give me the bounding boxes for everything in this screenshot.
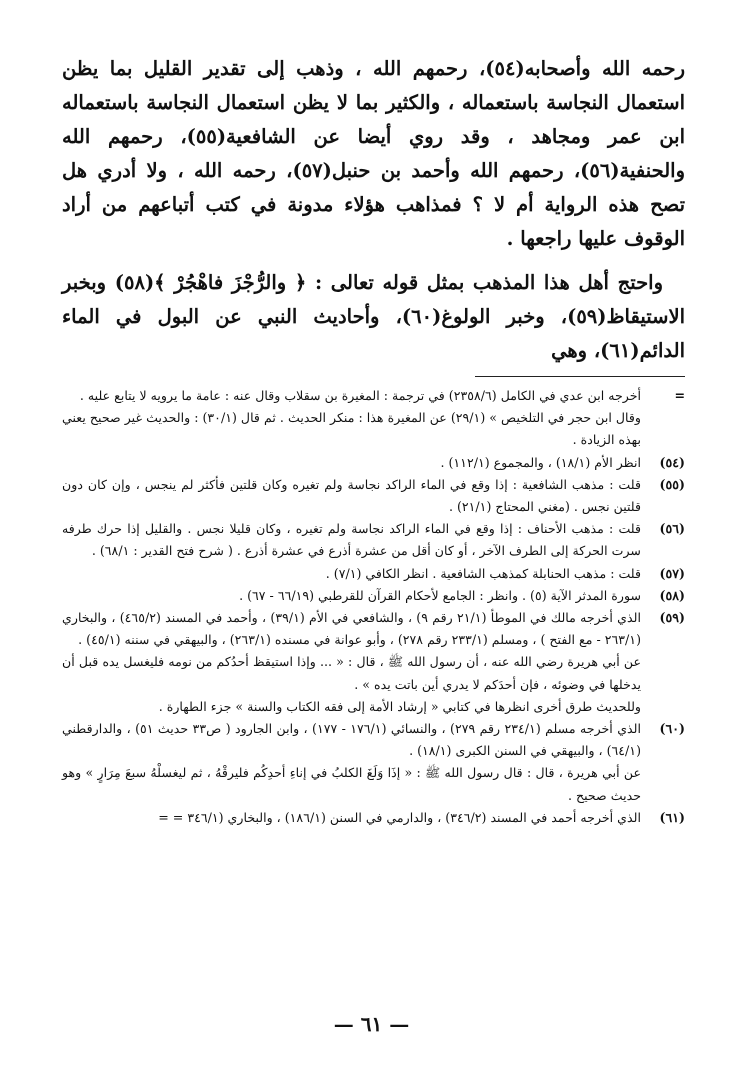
footnote-item xyxy=(62,607,685,651)
footnote-continuation: وللحديث طرق أخرى انظرها في كتابي « إرشاد الأمة إلى فقه الكتاب والسنة » جزء الطهارة . xyxy=(158,698,641,714)
footnote-text: الذي أخرجه أحمد في المسند (٣٤٦/٢) ، والدارمي في السنن (١٨٦/١) ، والبخاري (٣٤٦/١ = = xyxy=(158,809,641,825)
footnote-item xyxy=(62,452,685,474)
footnote-text: أخرجه ابن عدي في الكامل (٢٣٥٨/٦) في ترجمة : المغيرة بن سقلاب وقال عنه : عامة ما يرويه لا يتابع عليه . xyxy=(79,388,641,403)
footnotes xyxy=(62,385,685,829)
footnote-item xyxy=(62,563,685,585)
footnote-item xyxy=(62,474,685,518)
footnote-number: (٥٦) xyxy=(659,521,685,537)
footnote-number: (٥٤) xyxy=(659,454,685,470)
footnote-text: قلت : مذهب الشافعية : إذا وقع في الماء الراكد نجاسة ولم تغيره وكان قلتين فأكثر لم ينجس ، وإن كان دون قلتين نجس . (مغني المحتاج (٢١/١) . xyxy=(62,476,641,515)
footnote-number: (٦٠) xyxy=(659,721,685,737)
footnote-number: = xyxy=(674,388,685,403)
footnote-item xyxy=(62,718,685,762)
footnote-continuation: عن أبي هريرة ، قال : قال رسول الله ﷺ : « إذَا وَلَغَ الكلبُ في إناءِ أحدِكُم فليرقْهُ ، ثم ليغسلْهُ سبعَ مِرَارٍ » وهو حديث صحيح . xyxy=(62,765,641,803)
footnote-text: الذي أخرجه مسلم (٢٣٤/١ رقم ٢٧٩) ، والنسائي (١٧٦/١ - ١٧٧) ، وابن الجارود ( ص٣٣ حديث ٥١) ، والدارقطني (٦٤/١) ، والبيهقي في السنن الكبرى (١٨/١) . xyxy=(62,721,641,759)
paragraph-2: واحتج أهل هذا المذهب بمثل قوله تعالى : ﴿ والرُّجْزَ فاهْجُرْ ﴾(٥٨) وبخبر الاستيقاظ(٥٩)، وخبر الولوغ(٦٠)، وأحاديث النبي عن البول في الماء الدائم(٦١)، وهي xyxy=(62,271,685,362)
page-number: — ٦١ — xyxy=(333,1012,410,1036)
footnote-number: (٥٥) xyxy=(659,476,685,492)
footnote-text: الذي أخرجه مالك في الموطأ (٢١/١ رقم ٩) ، والشافعي في الأم (٣٩/١) ، وأحمد في المسند (٤٦٥/٢) ، والبخاري (٢٦٣/١ - مع الفتح ) ، ومسلم (٢٣٣/١ رقم ٢٧٨) ، وأبو عوانة في مسنده (٢٦٣/١) ، والبيهقي في سننه (٤٥/١) . xyxy=(62,610,641,648)
footnote-number: (٥٨) xyxy=(659,587,685,603)
footnote-text: قلت : مذهب الأحناف : إذا وقع في الماء الراكد نجاسة ولم تغيره ، وكان قليلا نجس . والقليل إذا حرك طرفه سرت الحركة إلى الطرف الآخر ، أو كان أقل من عشرة أذرع في عشرة أذرع . ( شرح فتح القدير : ٦٨/١) . xyxy=(62,521,641,559)
footnote-item xyxy=(62,518,685,562)
footnote-number: (٥٩) xyxy=(659,610,685,626)
footnote-text: انظر الأم (١٨/١) ، والمجموع (١١٢/١) . xyxy=(440,454,641,470)
footnote-text: قلت : مذهب الحنابلة كمذهب الشافعية . انظر الكافي (٧/١) . xyxy=(325,565,641,581)
footnote-divider xyxy=(475,376,685,377)
footnote-number: (٦١) xyxy=(659,809,685,825)
footnote-item xyxy=(62,385,685,407)
footnote-continuation: وقال ابن حجر في التلخيص » (٢٩/١) عن المغيرة هذا : منكر الحديث . ثم قال (٣٠/١) : والحديث غير صحيح يعني بهذه الزيادة . xyxy=(62,410,641,448)
footnote-number: (٥٧) xyxy=(659,565,685,581)
footnote-text: سورة المدثر الآية (٥) . وانظر : الجامع لأحكام القرآن للقرطبي (٦٦/١٩ - ٦٧) . xyxy=(239,587,641,603)
main-text xyxy=(62,52,685,368)
footnote-item xyxy=(62,807,685,829)
footnote-item xyxy=(62,585,685,607)
paragraph-1: رحمه الله وأصحابه(٥٤)، رحمهم الله ، وذهب إلى تقدير القليل بما يظن استعمال النجاسة باستعماله ، والكثير بما لا يظن استعمال النجاسة باستعماله ابن عمر ومجاهد ، وقد روي أيضا عن الشافعية(٥٥)، رحمهم الله والحنفية(٥٦)، رحمهم الله وأحمد بن حنبل(٥٧)، رحمه الله ، ولا أدري هل تصح هذه الرواية أم لا ؟ فمذاهب هؤلاء مدونة في كتب أتباعهم من أراد الوقوف عليها راجعها . xyxy=(62,57,686,250)
footnote-continuation: عن أبي هريرة رضي الله عنه ، أن رسول الله ﷺ ، قال : « ... وإذا استيقظ أحدُكم من نومه فليغسل يده قبل أن يدخلها في وضوئه ، فإن أحدَكم لا يدري أين باتت يده » . xyxy=(62,654,641,692)
